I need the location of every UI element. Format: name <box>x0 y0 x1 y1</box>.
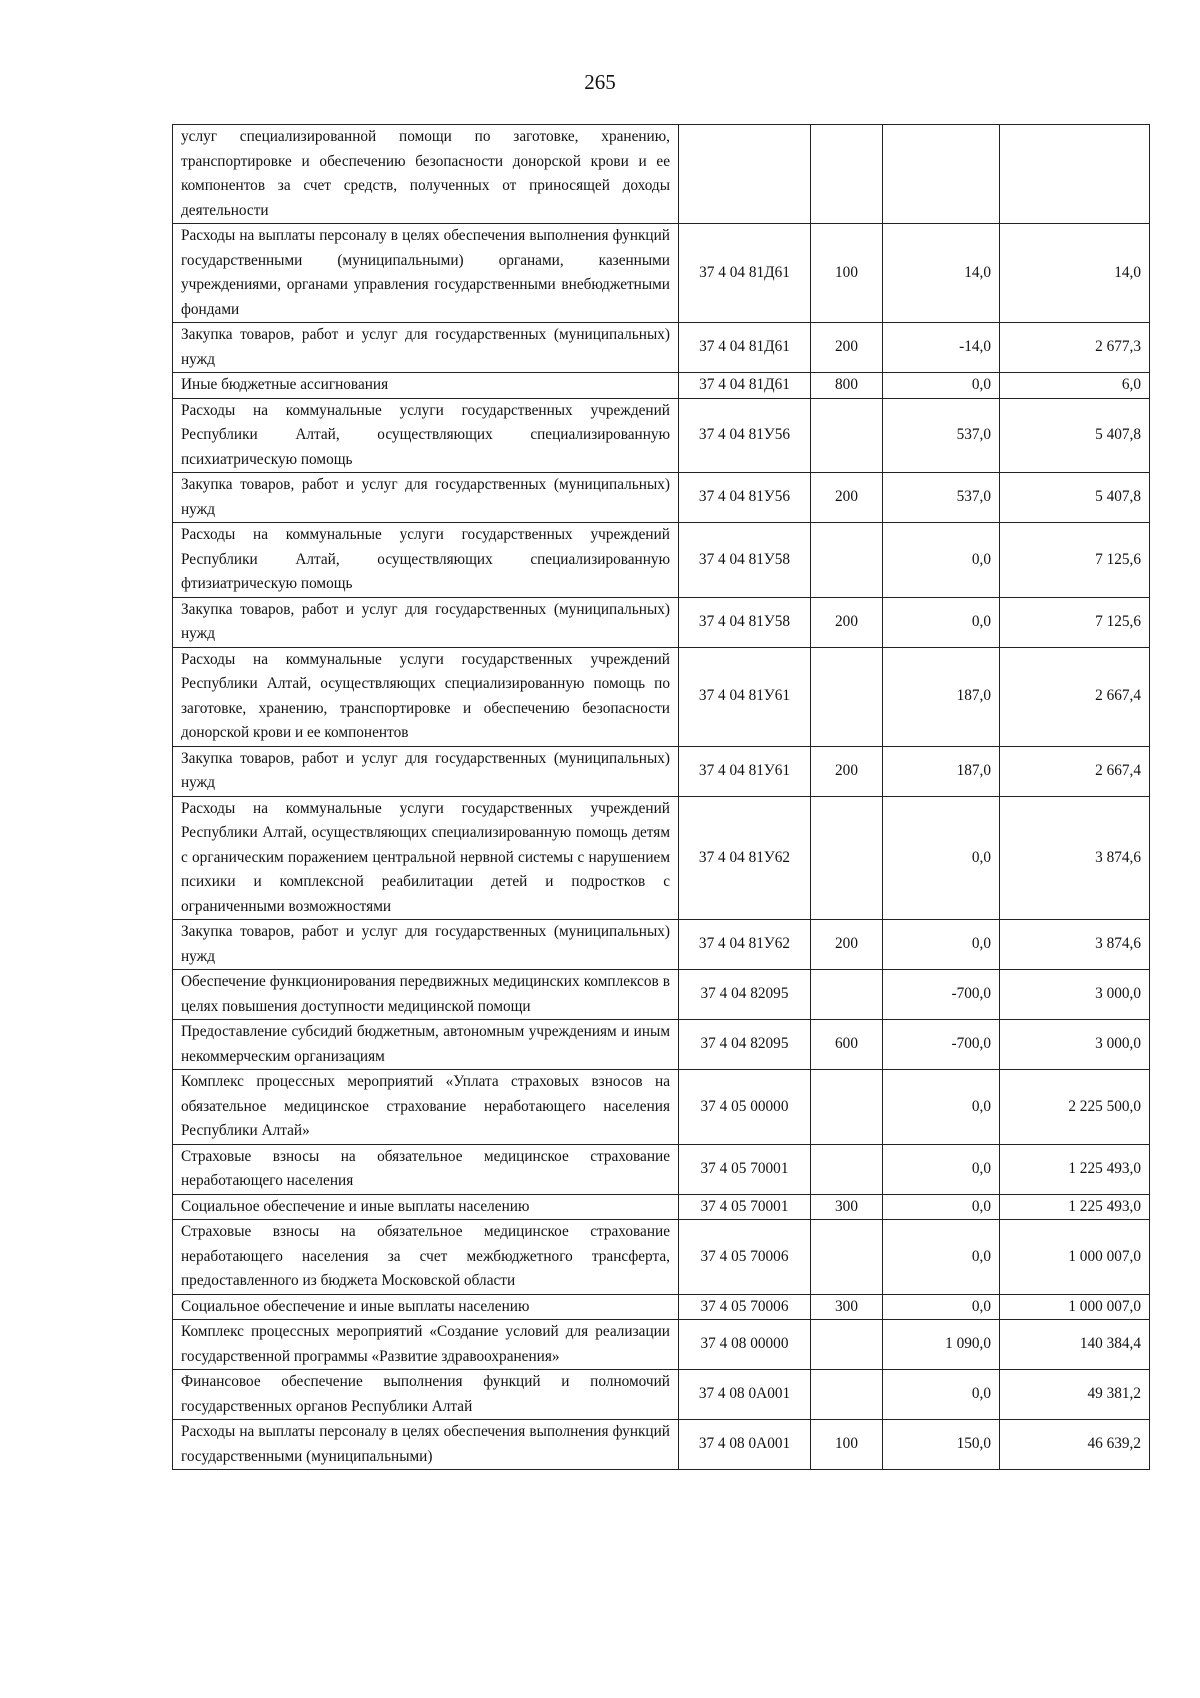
item-name-cell: Расходы на коммунальные услуги государственных учреждений Республики Алтай, осуществляющих специализированную помощь детям с органическим поражением центральной нервной системы с нарушением психики и комплексной реабилитации детей и подростков с ограниченными возможностями <box>173 796 679 920</box>
expense-type-cell <box>811 970 883 1020</box>
expense-type-cell: 300 <box>811 1194 883 1220</box>
table-row <box>173 1220 1150 1295</box>
target-code-cell: 37 4 08 0А001 <box>679 1420 811 1470</box>
total-amount-cell: 7 125,6 <box>1000 523 1150 598</box>
item-name-cell: Закупка товаров, работ и услуг для государственных (муниципальных) нужд <box>173 746 679 796</box>
expense-type-cell <box>811 1070 883 1145</box>
table-row <box>173 746 1150 796</box>
table-row <box>173 1194 1150 1220</box>
expense-type-cell <box>811 523 883 598</box>
expense-type-cell: 200 <box>811 473 883 523</box>
item-name-cell: Социальное обеспечение и иные выплаты населению <box>173 1194 679 1220</box>
expense-type-cell: 200 <box>811 323 883 373</box>
change-amount-cell: 537,0 <box>883 398 1000 473</box>
total-amount-cell: 1 225 493,0 <box>1000 1194 1150 1220</box>
change-amount-cell: 0,0 <box>883 1194 1000 1220</box>
total-amount-cell: 5 407,8 <box>1000 473 1150 523</box>
expense-type-cell <box>811 647 883 746</box>
item-name-cell: Обеспечение функционирования передвижных медицинских комплексов в целях повышения доступности медицинской помощи <box>173 970 679 1020</box>
target-code-cell: 37 4 04 81У56 <box>679 398 811 473</box>
table-row <box>173 1144 1150 1194</box>
table-row <box>173 373 1150 399</box>
target-code-cell: 37 4 05 70001 <box>679 1194 811 1220</box>
target-code-cell: 37 4 05 00000 <box>679 1070 811 1145</box>
change-amount-cell: 0,0 <box>883 1220 1000 1295</box>
expense-type-cell <box>811 1220 883 1295</box>
table-row <box>173 523 1150 598</box>
expense-type-cell: 800 <box>811 373 883 399</box>
table-row <box>173 970 1150 1020</box>
total-amount-cell <box>1000 125 1150 224</box>
expense-type-cell <box>811 125 883 224</box>
target-code-cell: 37 4 04 81У58 <box>679 597 811 647</box>
item-name-cell: Расходы на коммунальные услуги государственных учреждений Республики Алтай, осуществляющих специализированную помощь по заготовке, хранению, транспортировке и обеспечению безопасности донорской крови и ее компонентов <box>173 647 679 746</box>
table-row <box>173 224 1150 323</box>
change-amount-cell: -700,0 <box>883 970 1000 1020</box>
expense-type-cell <box>811 1320 883 1370</box>
target-code-cell: 37 4 08 0А001 <box>679 1370 811 1420</box>
table-row <box>173 125 1150 224</box>
change-amount-cell: 537,0 <box>883 473 1000 523</box>
item-name-cell: Закупка товаров, работ и услуг для государственных (муниципальных) нужд <box>173 597 679 647</box>
table-row <box>173 647 1150 746</box>
table-row <box>173 597 1150 647</box>
item-name-cell: Страховые взносы на обязательное медицинское страхование неработающего населения <box>173 1144 679 1194</box>
expense-type-cell <box>811 1370 883 1420</box>
change-amount-cell: 0,0 <box>883 1070 1000 1145</box>
expense-type-cell: 600 <box>811 1020 883 1070</box>
change-amount-cell: 0,0 <box>883 597 1000 647</box>
item-name-cell: Предоставление субсидий бюджетным, автономным учреждениям и иным некоммерческим организациям <box>173 1020 679 1070</box>
item-name-cell: Расходы на коммунальные услуги государственных учреждений Республики Алтай, осуществляющих специализированную фтизиатрическую помощь <box>173 523 679 598</box>
total-amount-cell: 2 677,3 <box>1000 323 1150 373</box>
change-amount-cell: 0,0 <box>883 1370 1000 1420</box>
table-row <box>173 1020 1150 1070</box>
expense-type-cell: 200 <box>811 597 883 647</box>
change-amount-cell: 0,0 <box>883 796 1000 920</box>
target-code-cell: 37 4 04 81У62 <box>679 796 811 920</box>
target-code-cell: 37 4 04 81У61 <box>679 746 811 796</box>
expense-type-cell: 300 <box>811 1294 883 1320</box>
total-amount-cell: 49 381,2 <box>1000 1370 1150 1420</box>
change-amount-cell: 1 090,0 <box>883 1320 1000 1370</box>
total-amount-cell: 14,0 <box>1000 224 1150 323</box>
table-body <box>173 125 1150 1470</box>
change-amount-cell <box>883 125 1000 224</box>
expense-type-cell <box>811 398 883 473</box>
total-amount-cell: 6,0 <box>1000 373 1150 399</box>
item-name-cell: Страховые взносы на обязательное медицинское страхование неработающего населения за счет межбюджетного трансферта, предоставленного из бюджета Московской области <box>173 1220 679 1295</box>
item-name-cell: Комплекс процессных мероприятий «Уплата страховых взносов на обязательное медицинское страхование неработающего населения Республики Алтай» <box>173 1070 679 1145</box>
item-name-cell: Расходы на выплаты персоналу в целях обеспечения выполнения функций государственными (муниципальными) <box>173 1420 679 1470</box>
change-amount-cell: 0,0 <box>883 523 1000 598</box>
expense-type-cell: 100 <box>811 1420 883 1470</box>
expense-type-cell: 100 <box>811 224 883 323</box>
item-name-cell: Социальное обеспечение и иные выплаты населению <box>173 1294 679 1320</box>
page-number: 265 <box>584 70 616 94</box>
item-name-cell: Расходы на коммунальные услуги государственных учреждений Республики Алтай, осуществляющих специализированную психиатрическую помощь <box>173 398 679 473</box>
table-row <box>173 1320 1150 1370</box>
total-amount-cell: 1 000 007,0 <box>1000 1220 1150 1295</box>
item-name-cell: Расходы на выплаты персоналу в целях обеспечения выполнения функций государственными (муниципальными) органами, казенными учреждениями, органами управления государственными внебюджетными фондами <box>173 224 679 323</box>
table-row <box>173 1420 1150 1470</box>
table-row <box>173 398 1150 473</box>
change-amount-cell: 0,0 <box>883 373 1000 399</box>
total-amount-cell: 3 000,0 <box>1000 1020 1150 1070</box>
total-amount-cell: 46 639,2 <box>1000 1420 1150 1470</box>
target-code-cell: 37 4 04 82095 <box>679 970 811 1020</box>
target-code-cell: 37 4 04 81У61 <box>679 647 811 746</box>
target-code-cell: 37 4 08 00000 <box>679 1320 811 1370</box>
change-amount-cell: 187,0 <box>883 647 1000 746</box>
table-row <box>173 1370 1150 1420</box>
item-name-cell: услуг специализированной помощи по заготовке, хранению, транспортировке и обеспечению безопасности донорской крови и ее компонентов за счет средств, полученных от приносящей доходы деятельности <box>173 125 679 224</box>
change-amount-cell: 0,0 <box>883 920 1000 970</box>
total-amount-cell: 3 000,0 <box>1000 970 1150 1020</box>
item-name-cell: Закупка товаров, работ и услуг для государственных (муниципальных) нужд <box>173 920 679 970</box>
target-code-cell: 37 4 04 82095 <box>679 1020 811 1070</box>
target-code-cell: 37 4 04 81У56 <box>679 473 811 523</box>
total-amount-cell: 2 667,4 <box>1000 647 1150 746</box>
table-row <box>173 1294 1150 1320</box>
target-code-cell: 37 4 05 70006 <box>679 1220 811 1295</box>
item-name-cell: Финансовое обеспечение выполнения функций и полномочий государственных органов Республики Алтай <box>173 1370 679 1420</box>
total-amount-cell: 3 874,6 <box>1000 920 1150 970</box>
target-code-cell: 37 4 04 81Д61 <box>679 323 811 373</box>
change-amount-cell: -700,0 <box>883 1020 1000 1070</box>
target-code-cell: 37 4 05 70006 <box>679 1294 811 1320</box>
table-row <box>173 473 1150 523</box>
change-amount-cell: 0,0 <box>883 1294 1000 1320</box>
change-amount-cell: 150,0 <box>883 1420 1000 1470</box>
item-name-cell: Иные бюджетные ассигнования <box>173 373 679 399</box>
total-amount-cell: 140 384,4 <box>1000 1320 1150 1370</box>
expense-type-cell <box>811 1144 883 1194</box>
item-name-cell: Закупка товаров, работ и услуг для государственных (муниципальных) нужд <box>173 323 679 373</box>
total-amount-cell: 5 407,8 <box>1000 398 1150 473</box>
target-code-cell: 37 4 04 81Д61 <box>679 224 811 323</box>
total-amount-cell: 3 874,6 <box>1000 796 1150 920</box>
target-code-cell <box>679 125 811 224</box>
change-amount-cell: 14,0 <box>883 224 1000 323</box>
expense-type-cell: 200 <box>811 920 883 970</box>
expense-type-cell <box>811 796 883 920</box>
item-name-cell: Закупка товаров, работ и услуг для государственных (муниципальных) нужд <box>173 473 679 523</box>
change-amount-cell: -14,0 <box>883 323 1000 373</box>
expense-type-cell: 200 <box>811 746 883 796</box>
table-row <box>173 920 1150 970</box>
total-amount-cell: 2 667,4 <box>1000 746 1150 796</box>
total-amount-cell: 2 225 500,0 <box>1000 1070 1150 1145</box>
total-amount-cell: 7 125,6 <box>1000 597 1150 647</box>
change-amount-cell: 187,0 <box>883 746 1000 796</box>
total-amount-cell: 1 000 007,0 <box>1000 1294 1150 1320</box>
target-code-cell: 37 4 04 81У62 <box>679 920 811 970</box>
table-row <box>173 323 1150 373</box>
target-code-cell: 37 4 04 81Д61 <box>679 373 811 399</box>
target-code-cell: 37 4 05 70001 <box>679 1144 811 1194</box>
table-row <box>173 796 1150 920</box>
item-name-cell: Комплекс процессных мероприятий «Создание условий для реализации государственной программы «Развитие здравоохранения» <box>173 1320 679 1370</box>
table-row <box>173 1070 1150 1145</box>
total-amount-cell: 1 225 493,0 <box>1000 1144 1150 1194</box>
budget-table <box>172 124 1150 1470</box>
target-code-cell: 37 4 04 81У58 <box>679 523 811 598</box>
change-amount-cell: 0,0 <box>883 1144 1000 1194</box>
